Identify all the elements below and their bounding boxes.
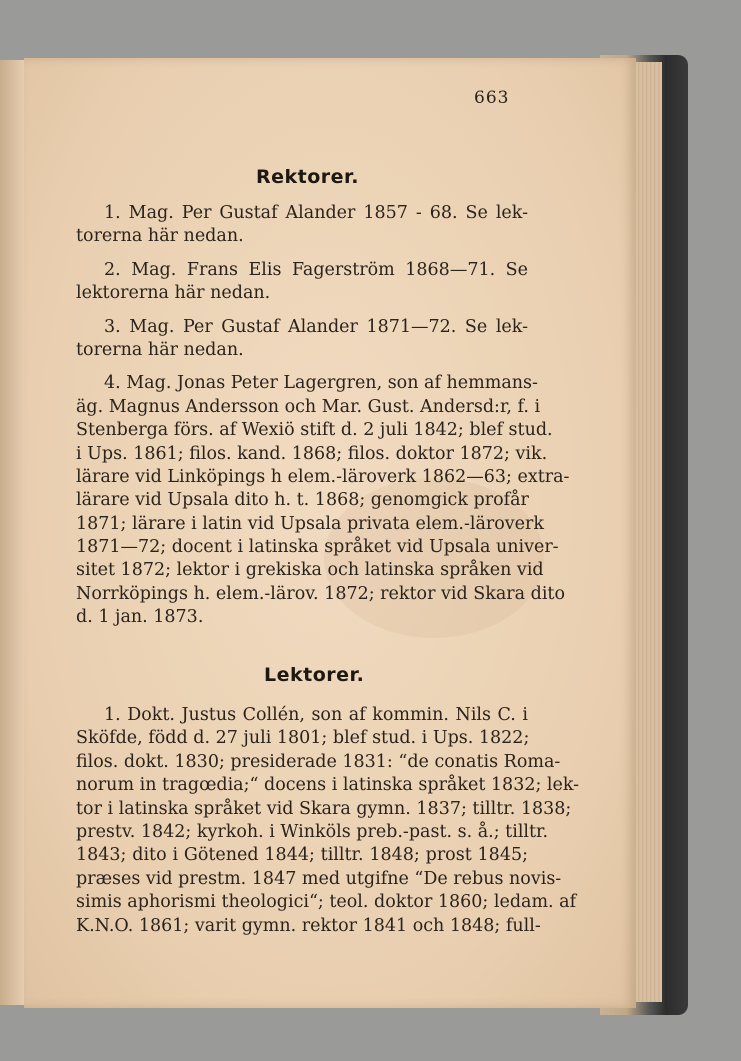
text-line: d. 1 jan. 1873.: [76, 607, 204, 628]
text-line: norum in tragœdia;“ docens i latinska språket 1832; lek-: [76, 775, 580, 796]
text-line: lärare vid Upsala dito h. t. 1868; genomgick profår: [76, 490, 529, 511]
text-line: tor i latinska språket vid Skara gymn. 1837; tilltr. 1838;: [76, 798, 572, 819]
text-line: præses vid prestm. 1847 med utgifne “De rebus novis-: [76, 868, 562, 889]
lektorer-section: [76, 704, 580, 938]
text-line: torerna här nedan.: [76, 226, 244, 247]
text-line: Stenberga förs. af Wexiö stift d. 2 juli 1842; blef stud.: [76, 420, 553, 441]
text-line: 4. Mag. Jonas Peter Lagergren, son af hemmans-: [104, 373, 538, 394]
page-number: 663: [474, 88, 510, 108]
section-heading-rektorer: Rektorer.: [256, 166, 359, 188]
section-heading-lektorer: Lektorer.: [264, 664, 365, 686]
text-line: filos. dokt. 1830; presiderade 1831: “de conatis Roma-: [76, 751, 561, 772]
text-line: äg. Magnus Andersson och Mar. Gust. Andersd:r, f. i: [76, 396, 541, 417]
text-line: 2. Mag. Frans Elis Fagerström 1868—71. Se: [104, 259, 528, 280]
text-line: torerna här nedan.: [76, 339, 244, 360]
text-line: 1. Mag. Per Gustaf Alander 1857 - 68. Se lek-: [104, 203, 528, 223]
rektorer-section: [76, 202, 570, 630]
facing-page-edge: [0, 60, 25, 1005]
text-line: 3. Mag. Per Gustaf Alander 1871—72. Se lek-: [104, 316, 528, 337]
text-line: Sköfde, född d. 27 juli 1801; blef stud. i Ups. 1822;: [76, 728, 530, 749]
text-line: sitet 1872; lektor i grekiska och latinska språken vid: [76, 560, 544, 581]
text-line: i Ups. 1861; filos. kand. 1868; filos. doktor 1872; vik.: [76, 443, 548, 464]
text-line: prestv. 1842; kyrkoh. i Winköls preb.-past. s. å.; tilltr.: [76, 821, 549, 842]
text-line: 1871; lärare i latin vid Upsala privata elem.-läroverk: [76, 513, 545, 534]
text-line: 1871—72; docent i latinska språket vid Upsala univer-: [76, 537, 559, 558]
text-line: simis aphorismi theologici“; teol. doktor 1860; ledam. af: [76, 892, 577, 913]
text-line: 1843; dito i Götened 1844; tilltr. 1848; prost 1845;: [76, 845, 528, 866]
text-line: lektorerna här nedan.: [76, 283, 271, 304]
text-line: lärare vid Linköpings h elem.-läroverk 1862—63; extra-: [76, 466, 570, 487]
text-line: Norrköpings h. elem.-lärov. 1872; rektor vid Skara dito: [76, 583, 566, 604]
text-line: K.N.O. 1861; varit gymn. rektor 1841 och 1848; full-: [76, 915, 541, 936]
text-line: 1. Dokt. Justus Collén, son af kommin. Nils C. i: [104, 705, 528, 725]
